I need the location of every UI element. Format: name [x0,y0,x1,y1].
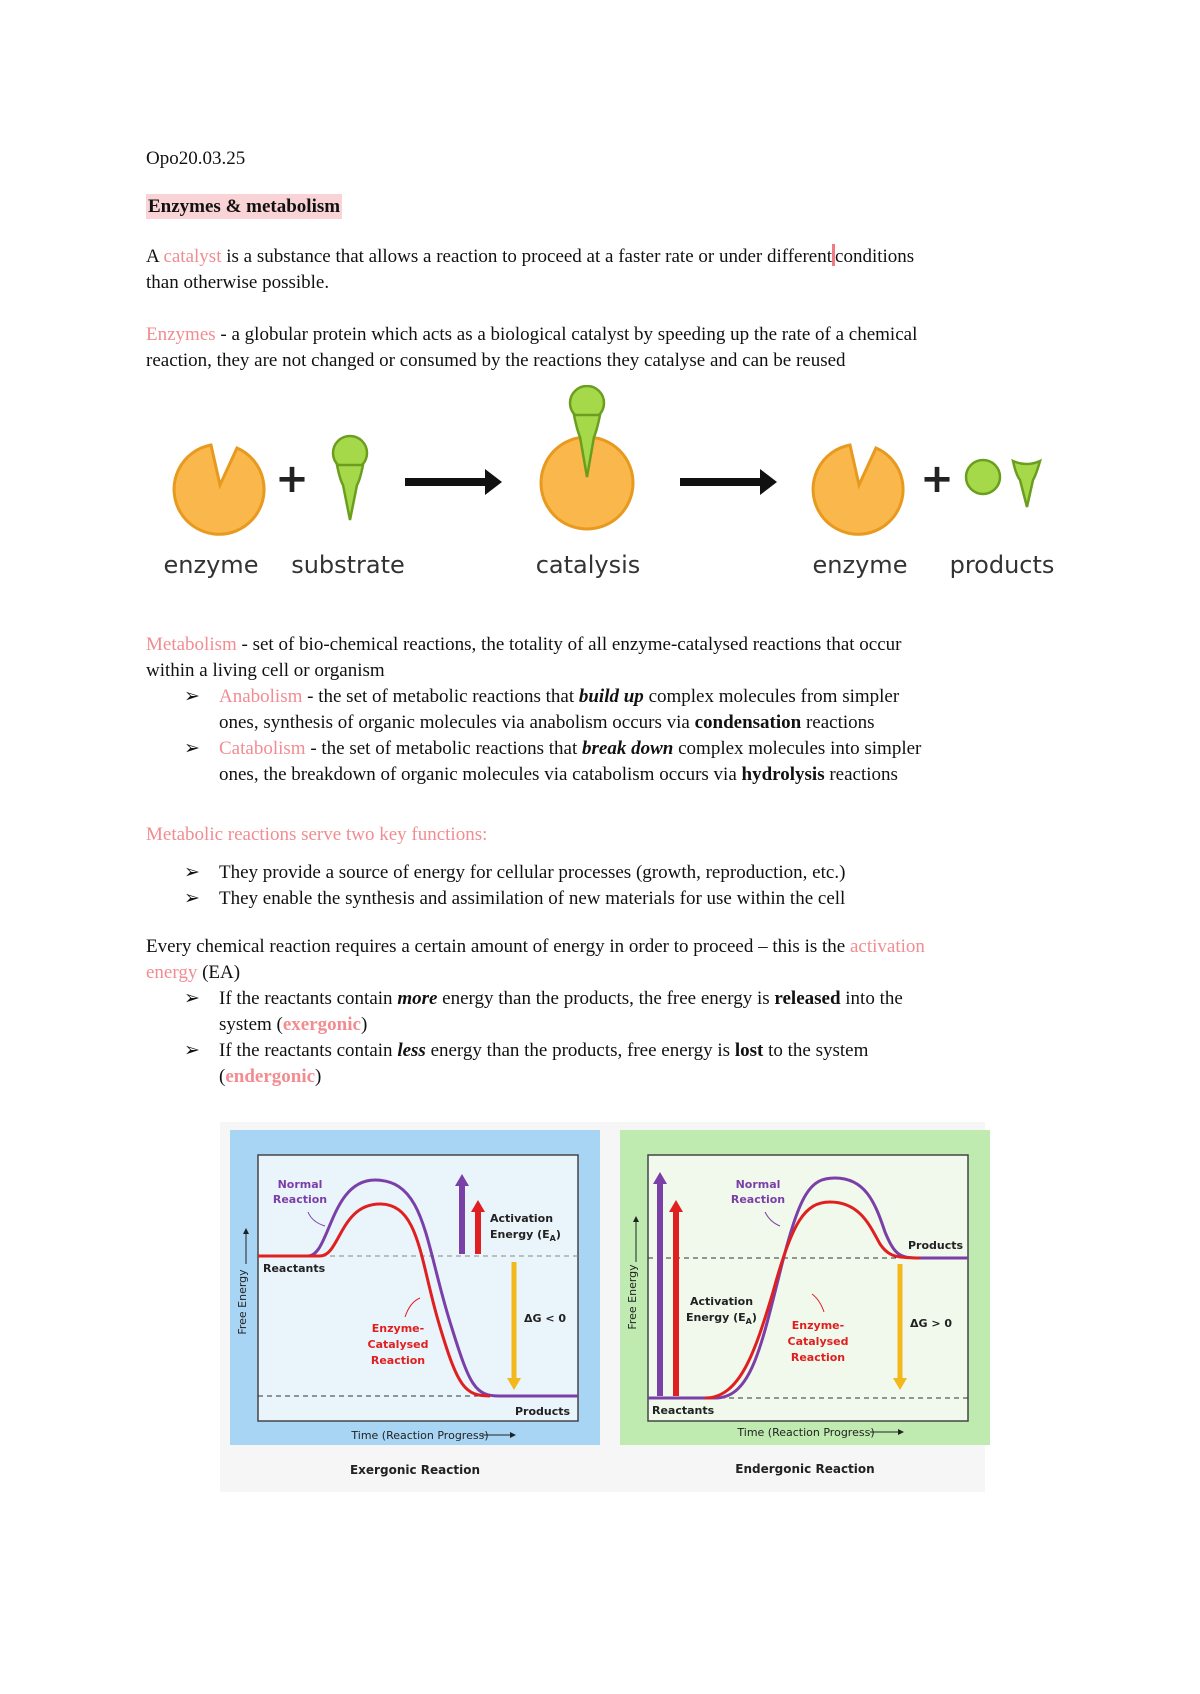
function-item-2: They enable the synthesis and assimilation of new materials for use within the cell [219,888,846,909]
enzymes-paragraph [146,322,1076,374]
catalyst-line2: than otherwise possible. [146,272,330,293]
endergonic-normal-label-1: Normal [735,1178,781,1191]
anabolism-line2-bold: condensation [694,712,802,733]
endergonic-reactants-label: Reactants [652,1404,715,1417]
catabolism-bold: break down [582,738,674,759]
label-substrate: substrate [291,551,405,579]
enzyme-substrate-diagram [140,385,1090,590]
exergonic-products-label: Products [515,1405,571,1418]
exergonic-panel [230,1130,600,1477]
anabolism-line2-b: reactions [801,712,875,733]
exergonic-enzyme-label-3: Reaction [370,1354,426,1367]
plus-sign-1: + [275,456,309,502]
bullet-function-1 [184,860,1074,886]
catalyst-line1-b: conditions [835,246,915,267]
anabolism-bold: build up [578,686,644,707]
exergonic-normal-label-2: Reaction [272,1193,328,1206]
endergonic-ylabel: Free Energy [626,1264,639,1330]
endergonic-plot-area [648,1155,968,1421]
bullet-endergonic [184,1038,1074,1090]
bullet-arrow-icon: ➢ [184,862,200,883]
exergonic-dg-label: ΔG < 0 [524,1312,567,1325]
catalyst-paragraph [146,244,1076,296]
metabolism-term: Metabolism [146,634,237,655]
label-enzyme-2: enzyme [812,551,908,579]
exergonic-line2-b: ) [360,1014,368,1035]
date-line: Opo20.03.25 [146,148,246,169]
endergonic-activation-label-2: Energy $(E_A)$ [686,1311,757,1326]
label-enzyme-1: enzyme [163,551,259,579]
exergonic-term: exergonic [282,1014,361,1035]
catalysis-complex [541,386,633,529]
exergonic-line2-a: system ( [219,1014,283,1035]
catabolism-text-b: complex molecules into simpler [673,738,922,759]
bullet-catabolism [184,736,1074,788]
endergonic-text-b: energy than the products, free energy is [425,1040,735,1061]
function-item-1: They provide a source of energy for cellular processes (growth, reproduction, etc.) [219,862,846,883]
endergonic-caption: Endergonic Reaction [735,1462,875,1476]
catalyst-line1-a: is a substance that allows a reaction to proceed at a faster rate or under different [221,246,833,267]
exergonic-text-b: energy than the products, the free energy is [437,988,775,1009]
exergonic-bold: more [397,988,438,1009]
anabolism-text-a: - the set of metabolic reactions that [302,686,579,707]
catabolism-text-a: - the set of metabolic reactions that [305,738,583,759]
endergonic-bold: less [397,1040,426,1061]
exergonic-reactants-label: Reactants [263,1262,326,1275]
exergonic-xlabel: Time (Reaction Progress) [351,1429,489,1442]
exergonic-caption: Exergonic Reaction [349,1463,481,1477]
metabolism-line2: within a living cell or organism [146,660,385,681]
heading-highlight: Enzymes & metabolism [148,196,341,217]
endergonic-enzyme-label-3: Reaction [790,1351,846,1364]
endergonic-enzyme-label-2: Catalysed [787,1335,849,1348]
enzyme-shape-1 [174,445,264,534]
activation-line1: Every chemical reaction requires a certain amount of energy in order to proceed – this is the [146,936,850,957]
enzyme-shape-2 [813,445,903,534]
endergonic-activation-label-1: Activation [690,1295,754,1308]
substrate-shape [333,436,367,520]
label-products: products [949,551,1055,579]
activation-paragraph [146,934,1076,986]
enzymes-line2: reaction, they are not changed or consumed by the reactions they catalyse and can be reused [146,350,846,371]
product-spike [1013,461,1040,507]
reaction-arrow-2 [680,469,777,495]
exergonic-activation-label-1: Activation [490,1212,554,1225]
energy-diagrams [220,1122,1000,1497]
bullet-arrow-icon: ➢ [184,1040,200,1061]
anabolism-line2-a: ones, synthesis of organic molecules via anabolism occurs via [219,712,695,733]
endergonic-bold2: lost [734,1040,764,1061]
endergonic-line2-a: ( [219,1066,226,1087]
bullet-exergonic [184,986,1074,1038]
endergonic-normal-label-2: Reaction [730,1193,786,1206]
exergonic-enzyme-label-1: Enzyme- [371,1322,425,1335]
label-catalysis: catalysis [535,551,641,579]
exergonic-enzyme-label-2: Catalysed [367,1338,429,1351]
exergonic-ylabel: Free Energy [236,1269,249,1335]
activation-line2: (EA) [197,962,241,983]
catabolism-line2-b: reactions [824,764,898,785]
activation-term-1: activation [849,936,925,957]
exergonic-text-a: If the reactants contain [219,988,398,1009]
anabolism-text-b: complex molecules from simpler [643,686,900,707]
page-title [146,194,1076,220]
metabolism-line1: - set of bio-chemical reactions, the totality of all enzyme-catalysed reactions that occur [236,634,902,655]
anabolism-term: Anabolism [219,686,303,707]
endergonic-term: endergonic [225,1066,316,1087]
metabolism-paragraph [146,632,1076,684]
exergonic-text-c: into the [840,988,903,1009]
bullet-arrow-icon: ➢ [184,988,200,1009]
bullet-arrow-icon: ➢ [184,738,200,759]
endergonic-enzyme-label-1: Enzyme- [791,1319,845,1332]
reaction-arrow-1 [405,469,502,495]
functions-heading: Metabolic reactions serve two key functions: [146,824,488,845]
exergonic-activation-label-2: Energy $(E_A)$ [490,1228,561,1243]
catalyst-term: catalyst [163,246,222,267]
endergonic-text-a: If the reactants contain [219,1040,398,1061]
endergonic-panel [620,1130,990,1476]
catabolism-line2-a: ones, the breakdown of organic molecules via catabolism occurs via [219,764,742,785]
endergonic-line2-b: ) [315,1066,322,1087]
product-circle [966,460,1000,494]
plus-sign-2: + [920,456,954,502]
exergonic-bold2: released [774,988,841,1009]
catabolism-line2-bold: hydrolysis [741,764,825,785]
endergonic-xlabel: Time (Reaction Progress) [737,1426,875,1439]
enzymes-term: Enzymes [146,324,216,345]
exergonic-normal-label-1: Normal [277,1178,323,1191]
enzymes-line1: - a globular protein which acts as a biological catalyst by speeding up the rate of a chemical [215,324,918,345]
catabolism-term: Catabolism [219,738,306,759]
catalyst-pre: A [146,246,164,267]
bullet-arrow-icon: ➢ [184,686,200,707]
activation-term-2: energy [146,962,198,983]
endergonic-products-label: Products [908,1239,964,1252]
bullet-anabolism [184,684,1074,736]
endergonic-dg-label: ΔG > 0 [910,1317,953,1330]
bullet-arrow-icon: ➢ [184,888,200,909]
bullet-function-2 [184,886,1074,912]
endergonic-text-c: to the system [763,1040,869,1061]
